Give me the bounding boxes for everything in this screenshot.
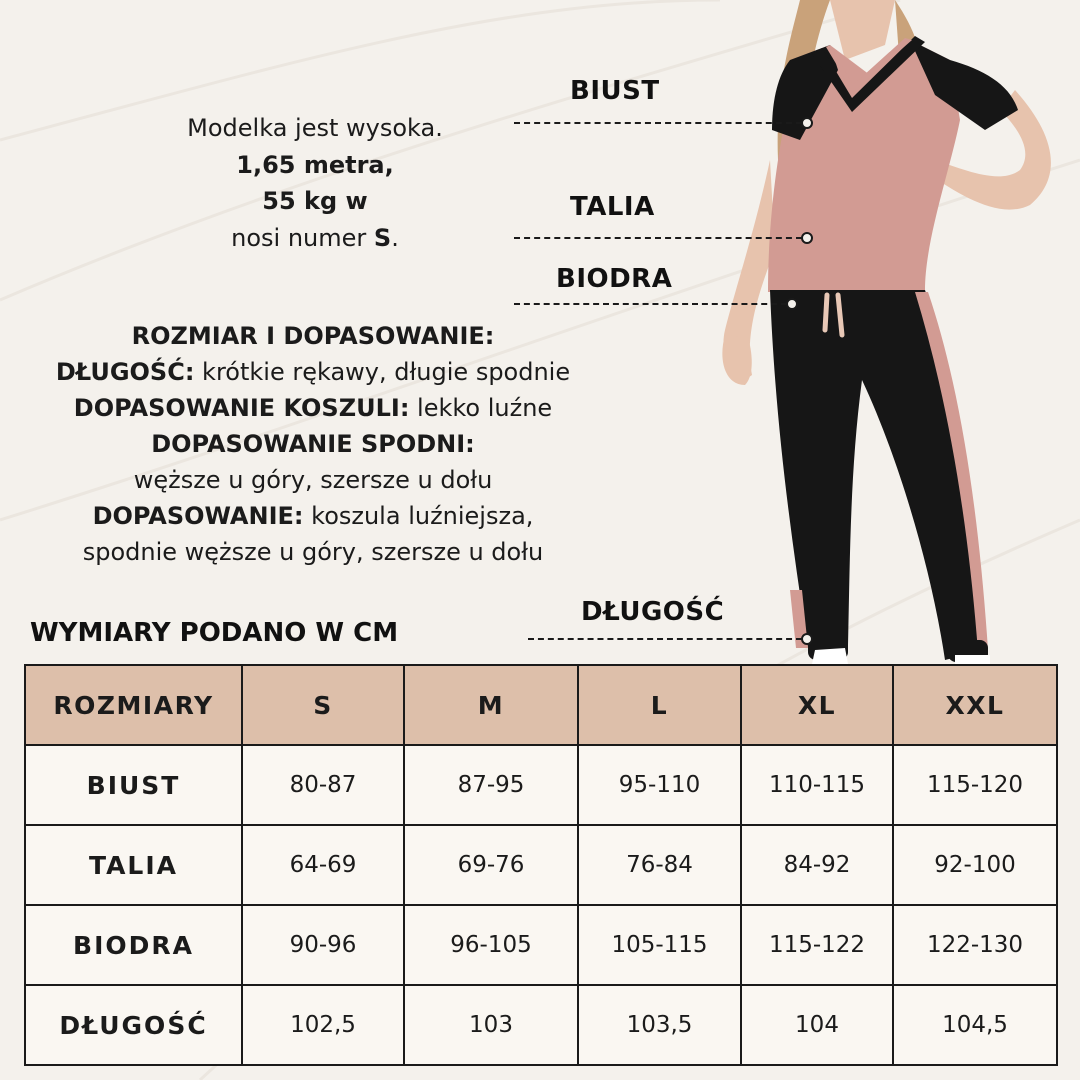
size-chart-table (24, 664, 1058, 1066)
fit-shirt-value: lekko luźne (409, 394, 553, 422)
table-cell: 76-84 (578, 825, 741, 905)
table-cell: 122-130 (893, 905, 1057, 985)
measure-dot-bust (801, 117, 813, 129)
fit-overall-label: DOPASOWANIE: (92, 502, 304, 530)
header-size-xxl: XXL (893, 665, 1057, 745)
measure-dot-hips (786, 298, 798, 310)
table-cell: 110-115 (741, 745, 893, 825)
fit-length-label: DŁUGOŚĆ: (55, 358, 195, 386)
model-size: S (373, 223, 392, 252)
model-weight: 55 kg w (262, 187, 368, 215)
row-label-bust: BIUST (25, 745, 242, 825)
measure-label-length: DŁUGOŚĆ (581, 597, 725, 627)
measure-label-hips: BIODRA (556, 264, 673, 294)
header-size-s: S (242, 665, 404, 745)
fit-pants-value: węższe u góry, szersze u dołu (133, 466, 493, 494)
fit-overall-value: koszula luźniejsza, (303, 502, 534, 530)
table-cell: 95-110 (578, 745, 741, 825)
model-height: 1,65 metra, (236, 150, 394, 179)
model-size-prefix: nosi numer (231, 223, 374, 252)
table-cell: 104 (741, 985, 893, 1065)
measure-line-hips (514, 303, 787, 305)
row-label-length: DŁUGOŚĆ (25, 985, 242, 1065)
measure-line-bust (514, 122, 802, 124)
table-cell: 104,5 (893, 985, 1057, 1065)
fit-shirt-label: DOPASOWANIE KOSZULI: (73, 394, 410, 422)
table-row (25, 905, 1057, 985)
model-size-line (130, 220, 500, 257)
table-cell: 87-95 (404, 745, 578, 825)
table-cell: 80-87 (242, 745, 404, 825)
header-size-xl: XL (741, 665, 893, 745)
table-row (25, 985, 1057, 1065)
model-size-suffix: . (391, 223, 399, 252)
fit-length-value: krótkie rękawy, długie spodnie (194, 358, 571, 386)
table-cell: 115-122 (741, 905, 893, 985)
row-label-waist: TALIA (25, 825, 242, 905)
measure-line-length (528, 638, 802, 640)
table-cell: 64-69 (242, 825, 404, 905)
measure-dot-waist (801, 232, 813, 244)
header-size-l: L (578, 665, 741, 745)
model-height-intro: Modelka jest wysoka. (187, 114, 443, 142)
header-size-m: M (404, 665, 578, 745)
row-label-hips: BIODRA (25, 905, 242, 985)
table-row (25, 745, 1057, 825)
fit-heading: ROZMIAR I DOPASOWANIE: (131, 322, 495, 350)
table-cell: 92-100 (893, 825, 1057, 905)
table-cell: 69-76 (404, 825, 578, 905)
units-note: WYMIARY PODANO W CM (30, 618, 399, 648)
model-info (130, 110, 500, 256)
measure-dot-length (801, 633, 813, 645)
table-cell: 105-115 (578, 905, 741, 985)
fit-overall-value-2: spodnie węższe u góry, szersze u dołu (82, 538, 544, 566)
table-cell: 103 (404, 985, 578, 1065)
table-header-row (25, 665, 1057, 745)
size-and-fit (40, 318, 586, 570)
measure-line-waist (514, 237, 802, 239)
table-cell: 103,5 (578, 985, 741, 1065)
table-cell: 84-92 (741, 825, 893, 905)
table-cell: 96-105 (404, 905, 578, 985)
table-cell: 90-96 (242, 905, 404, 985)
table-cell: 115-120 (893, 745, 1057, 825)
measure-label-waist: TALIA (570, 192, 655, 222)
fit-pants-label: DOPASOWANIE SPODNI: (151, 430, 475, 458)
measure-label-bust: BIUST (570, 76, 660, 106)
table-row (25, 825, 1057, 905)
table-cell: 102,5 (242, 985, 404, 1065)
header-sizes: ROZMIARY (25, 665, 242, 745)
